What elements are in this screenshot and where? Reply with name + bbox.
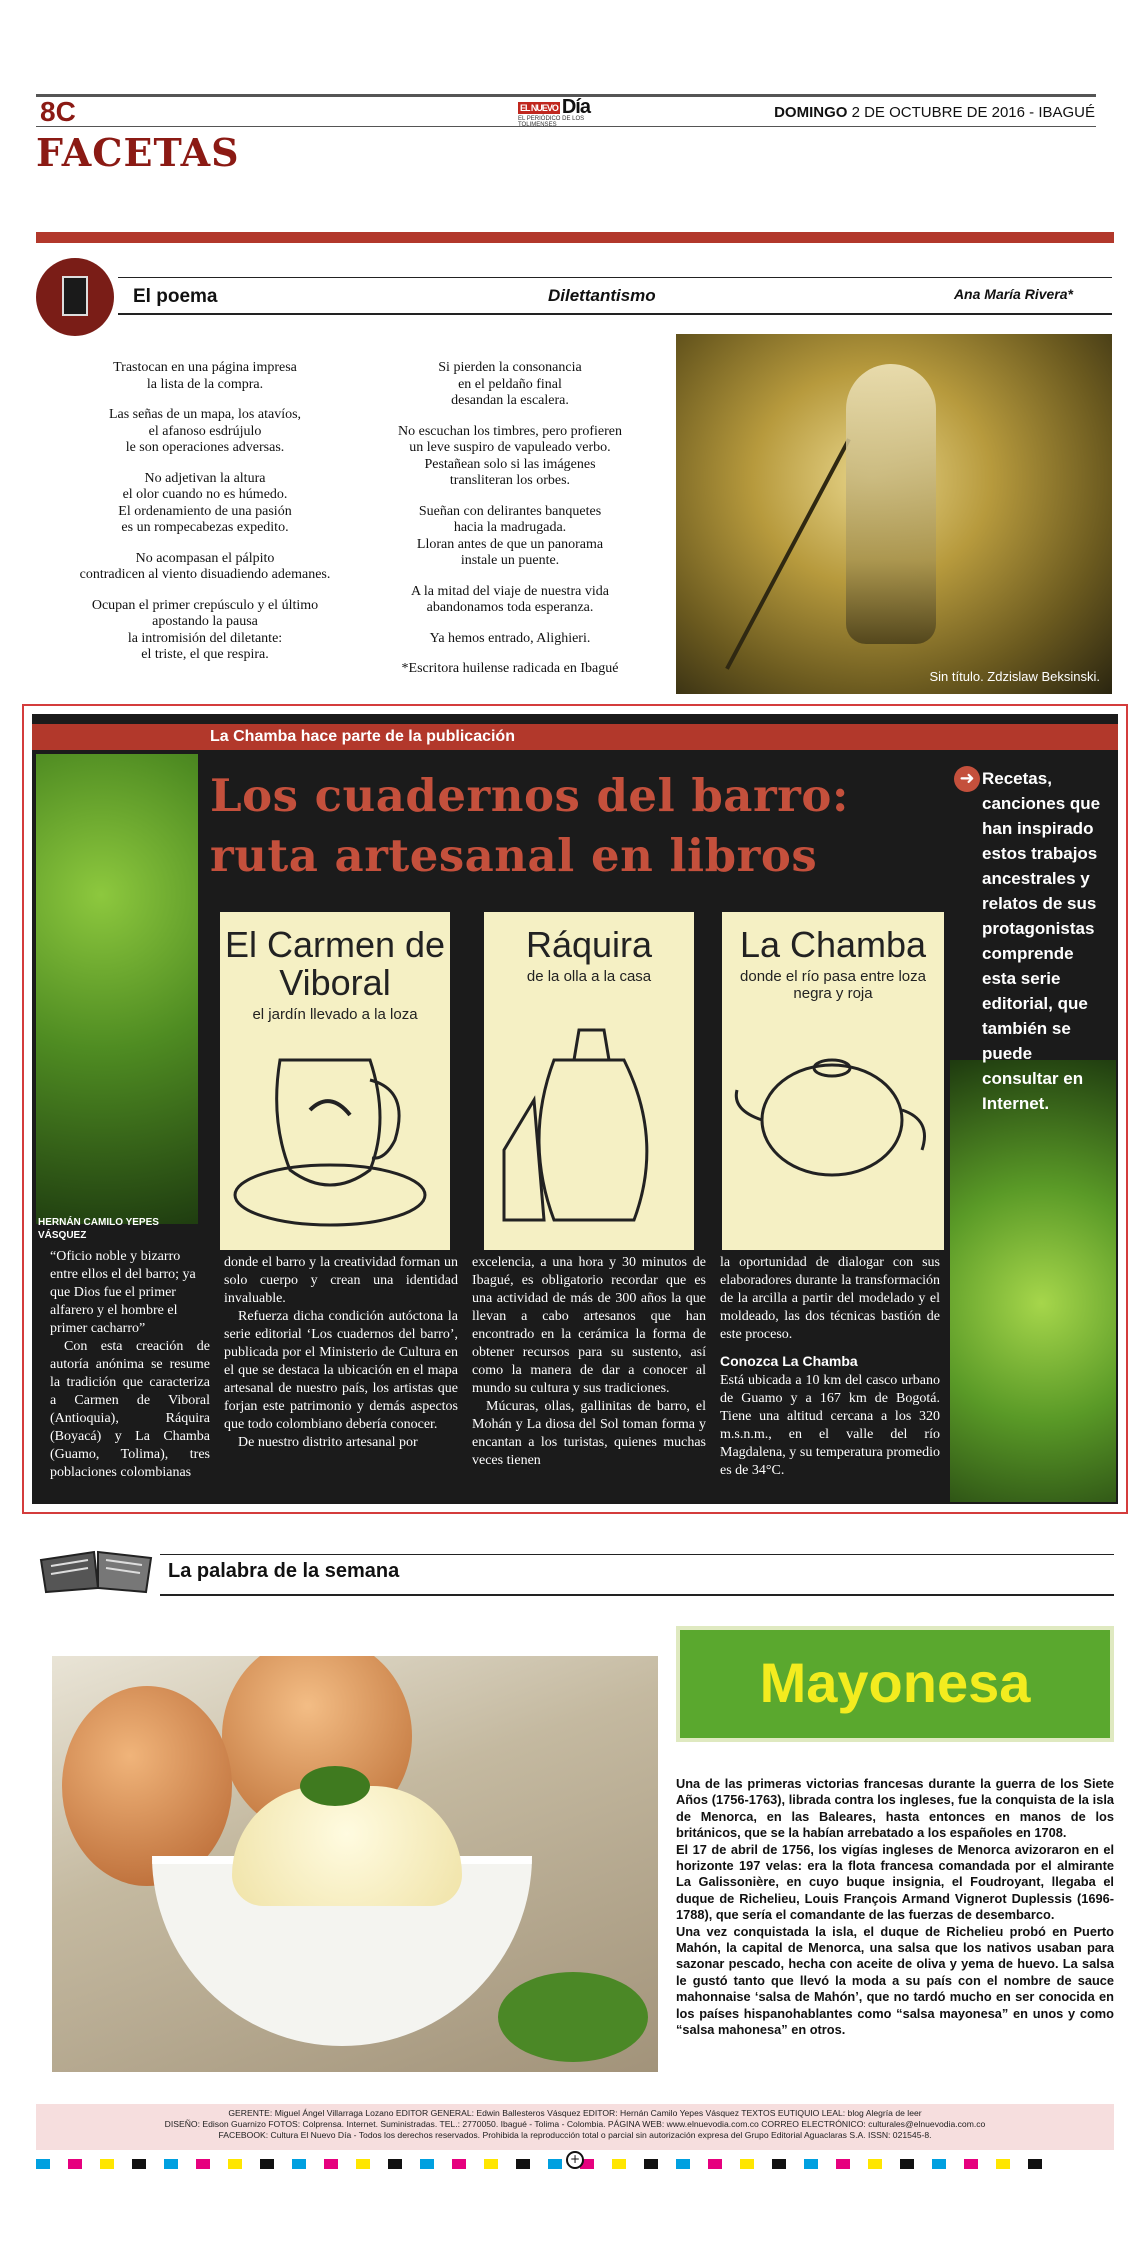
article-paragraph: excelencia, a una hora y 30 minutos de Ibagué, es obligatorio recordar que es una actividad de más de 300 años la que llevan a cabo artesanos que han encontrado en la cerámica la forma de obtener recursos para su sustento, así como la manera de dar a conocer al mundo su cultura y sus tradiciones. bbox=[472, 1255, 706, 1396]
poem-label: El poema bbox=[133, 286, 218, 307]
poem-stanza: Las señas de un mapa, los atavíos, el afanoso esdrújulo le son operaciones adversas. bbox=[108, 407, 302, 455]
section-band bbox=[36, 232, 1114, 243]
article-paragraph: donde el barro y la creatividad forman un solo cuerpo y crean una identidad invaluable. bbox=[224, 1255, 458, 1306]
teapot-illustration bbox=[722, 1030, 944, 1250]
article-column-1 bbox=[50, 1248, 210, 1482]
leaves-photo-right bbox=[950, 1060, 1116, 1502]
article-column-3 bbox=[472, 1254, 706, 1470]
feature-article bbox=[22, 704, 1128, 1514]
book-subtitle: donde el río pasa entre loza negra y roja bbox=[740, 968, 926, 1002]
poem-stanza: Trastocan en una página impresa la lista de la compra. bbox=[113, 360, 297, 392]
registration-mark-icon: + bbox=[566, 2151, 584, 2169]
article-column-2 bbox=[224, 1254, 458, 1452]
poem-author: Ana María Rivera* bbox=[953, 286, 1073, 302]
word-term: Mayonesa bbox=[759, 1651, 1031, 1714]
feature-headline bbox=[210, 766, 940, 886]
pitcher-illustration bbox=[220, 1030, 450, 1250]
book-title: La Chamba bbox=[739, 924, 927, 965]
word-rule-top bbox=[160, 1554, 1114, 1555]
poem-rule-bottom bbox=[118, 313, 1112, 315]
poem-rule-top bbox=[118, 277, 1112, 278]
jug-illustration bbox=[484, 1020, 694, 1250]
poem-column-1 bbox=[60, 360, 350, 678]
book-subtitle: de la olla a la casa bbox=[526, 968, 652, 985]
credits-footer bbox=[36, 2104, 1114, 2150]
poem-book-icon bbox=[36, 258, 114, 336]
article-paragraph: Está ubicada a 10 km del casco urbano de Guamo y a 167 km de Bogotá. Tiene una altitud cercana a los 320 m.s.n.m., en el valle del río Magdalena, y su temperatura promedio es de 34°C. bbox=[720, 1373, 940, 1478]
article-column-4 bbox=[720, 1254, 940, 1480]
poem-stanza: No adjetivan la altura el olor cuando no es húmedo. El ordenamiento de una pasión es un rompecabezas expedito. bbox=[118, 470, 292, 535]
book-subtitle: el jardín llevado a la loza bbox=[252, 1006, 418, 1023]
poem-stanza: Ya hemos entrado, Alighieri. bbox=[429, 630, 591, 646]
poem-painting-image bbox=[676, 334, 1112, 694]
feature-kicker: La Chamba hace parte de la publicación bbox=[210, 728, 515, 745]
word-paragraph: Una vez conquistada la isla, el duque de Richelieu probó en Puerto Mahón, la capital de Menorca, una salsa que los nativos usaban para sazonar pescado, hecha con aceite de oliva y yema de huevo. La salsa le gustó tanto que llevó la moda a su país con el nombre de sauce mahonnaise ‘salsa de Mahón’, que no tardó mucho en ser conocida en los países hispanohablantes como “salsa mayonesa” en unos y como “salsa mahonesa” en otros. bbox=[676, 1923, 1114, 2038]
poem-column-2 bbox=[360, 360, 660, 692]
poem-stanza: No acompasan el pálpito contradicen al viento disuadiendo ademanes. bbox=[79, 550, 331, 582]
word-banner bbox=[676, 1626, 1114, 1742]
article-paragraph: Refuerza dicha condición autóctona la serie editorial ‘Los cuadernos del barro’, publicada por el Ministerio de Cultura en el que se destaca la ubicación en el mapa artesanal de nuestro país, los artistas que forjan este patrimonio y demás aspectos que todo colombiano debería conocer. bbox=[224, 1309, 458, 1432]
poem-stanza: Si pierden la consonancia en el peldaño final desandan la escalera. bbox=[438, 360, 582, 408]
article-subheading: Conozca La Chamba bbox=[720, 1353, 858, 1369]
feature-sidebar: Recetas, canciones que han inspirado estos trabajos ancestrales y relatos de sus protagonistas comprende esta serie editorial, que también se puede consultar en Internet. bbox=[982, 769, 1101, 1113]
logo-name: Día bbox=[561, 96, 590, 118]
credits-line: GERENTE: Miguel Ángel Villarraga Lozano EDITOR GENERAL: Edwin Ballesteros Vásquez EDITOR: Hernán Camilo Yepes Vásquez TEXTOS EUTIQUIO LEAL: blog Alegría de leer bbox=[228, 2108, 922, 2118]
article-paragraph: Múcuras, ollas, gallinitas de barro, el Mohán y La diosa del Sol toman forma y encantan a los turistas, quienes muchas veces tienen bbox=[472, 1399, 706, 1468]
leaves-photo-left bbox=[36, 754, 198, 1224]
mayonnaise-photo bbox=[52, 1656, 658, 2072]
poem-stanza: A la mitad del viaje de nuestra vida abandonamos toda esperanza. bbox=[411, 583, 609, 615]
credits-line: DISEÑO: Edison Guarnizo FOTOS: Colprensa. Internet. Suministradas. TEL.: 2770050. Ibagué - Tolima - Colombia. PÁGINA WEB: www.elnuevodia.com.co CORREO ELECTRÓNICO: culturales@elnuevodia.com.co bbox=[164, 2119, 986, 2129]
poem-title: Dilettantismo bbox=[548, 286, 656, 305]
book-cover-raquira bbox=[484, 912, 694, 1250]
dateline-date: 2 DE OCTUBRE DE 2016 - IBAGUÉ bbox=[851, 104, 1095, 121]
book-title: El Carmen de Viboral bbox=[224, 924, 446, 1003]
word-text bbox=[676, 1776, 1114, 2039]
article-quote: “Oficio noble y bizarro entre ellos el del barro; ya que Dios fue el primer alfarero y el hombre el primer cacharro” bbox=[50, 1249, 196, 1336]
poem-stanza: Ocupan el primer crepúsculo y el último apostando la pausa la intromisión del diletante: el triste, el que respira. bbox=[91, 597, 319, 662]
dateline-day: DOMINGO bbox=[774, 104, 848, 121]
poem-stanza: Sueñan con delirantes banquetes hacia la madrugada. Lloran antes de que un panorama instale un puente. bbox=[416, 503, 604, 568]
dateline bbox=[774, 104, 1095, 121]
logo-tagline: EL PERIÓDICO DE LOS TOLIMENSES bbox=[518, 116, 585, 128]
poem-author-note: *Escritora huilense radicada en Ibagué bbox=[401, 661, 619, 676]
poem-image-caption: Sin título. Zdzislaw Beksinski. bbox=[929, 669, 1100, 684]
article-paragraph: De nuestro distrito artesanal por bbox=[238, 1435, 418, 1450]
word-rule-bottom bbox=[160, 1594, 1114, 1596]
section-title: FACETAS bbox=[36, 130, 240, 175]
book-cover-carmen bbox=[220, 912, 450, 1250]
headline-line-2: ruta artesanal en libros bbox=[210, 829, 818, 882]
arrow-right-icon: ➜ bbox=[954, 766, 980, 792]
feature-kicker-bar bbox=[32, 724, 1118, 750]
poem-stanza: No escuchan los timbres, pero profieren un leve suspiro de vapuleado verbo. Pestañean solo si las imágenes transliteran los orbes. bbox=[398, 423, 622, 488]
page-number: 8C bbox=[40, 96, 76, 127]
credits-line: FACEBOOK: Cultura El Nuevo Día - Todos los derechos reservados. Prohibida la reproducción total o parcial sin autorización expresa del Grupo Editorial Aguaclaras S.A. ISSN: 021545-8. bbox=[218, 2130, 932, 2140]
word-paragraph: Una de las primeras victorias francesas durante la guerra de los Siete Años (1756-1763), librada contra los ingleses, fue la conquista de la isla de Menorca, en las Baleares, hasta entonces en manos de los británicos, que se la habían arrebatado a los españoles en 1708. bbox=[676, 1776, 1114, 1841]
headline-line-1: Los cuadernos del barro: bbox=[210, 769, 849, 822]
word-paragraph: El 17 de abril de 1756, los vigías ingleses de Menorca avizoraron en el horizonte 197 velas: era la flota francesa comandada por el almirante La Galissonière, en cuyo buque insignia, el Foudroyant, llegaba el duque de Richelieu, Louis François Armand Vignerot Duplessis (1696-1788), que sería el comandante de las fuerzas de desembarco. bbox=[676, 1841, 1114, 1923]
book-title: Ráquira bbox=[525, 924, 653, 965]
article-paragraph: Con esta creación de autoría anónima se resume la tradición que caracteriza a Carmen de Viboral (Antioquia), Ráquira (Boyacá) y La Chamba (Guamo, Tolima), tres poblaciones colombianas bbox=[50, 1339, 210, 1480]
word-section-label: La palabra de la semana bbox=[168, 1560, 400, 1582]
article-paragraph: la oportunidad de dialogar con sus elaboradores durante la transformación de la arcilla a partir del modelado y el moldeado, las dos técnicas bastión de este proceso. bbox=[720, 1255, 940, 1342]
logo-prefix: EL NUEVO bbox=[520, 102, 558, 113]
article-byline: HERNÁN CAMILO YEPES VÁSQUEZ bbox=[38, 1217, 159, 1241]
book-cover-la-chamba bbox=[722, 912, 944, 1250]
newspaper-logo bbox=[518, 96, 618, 126]
open-book-icon bbox=[36, 1548, 156, 1594]
